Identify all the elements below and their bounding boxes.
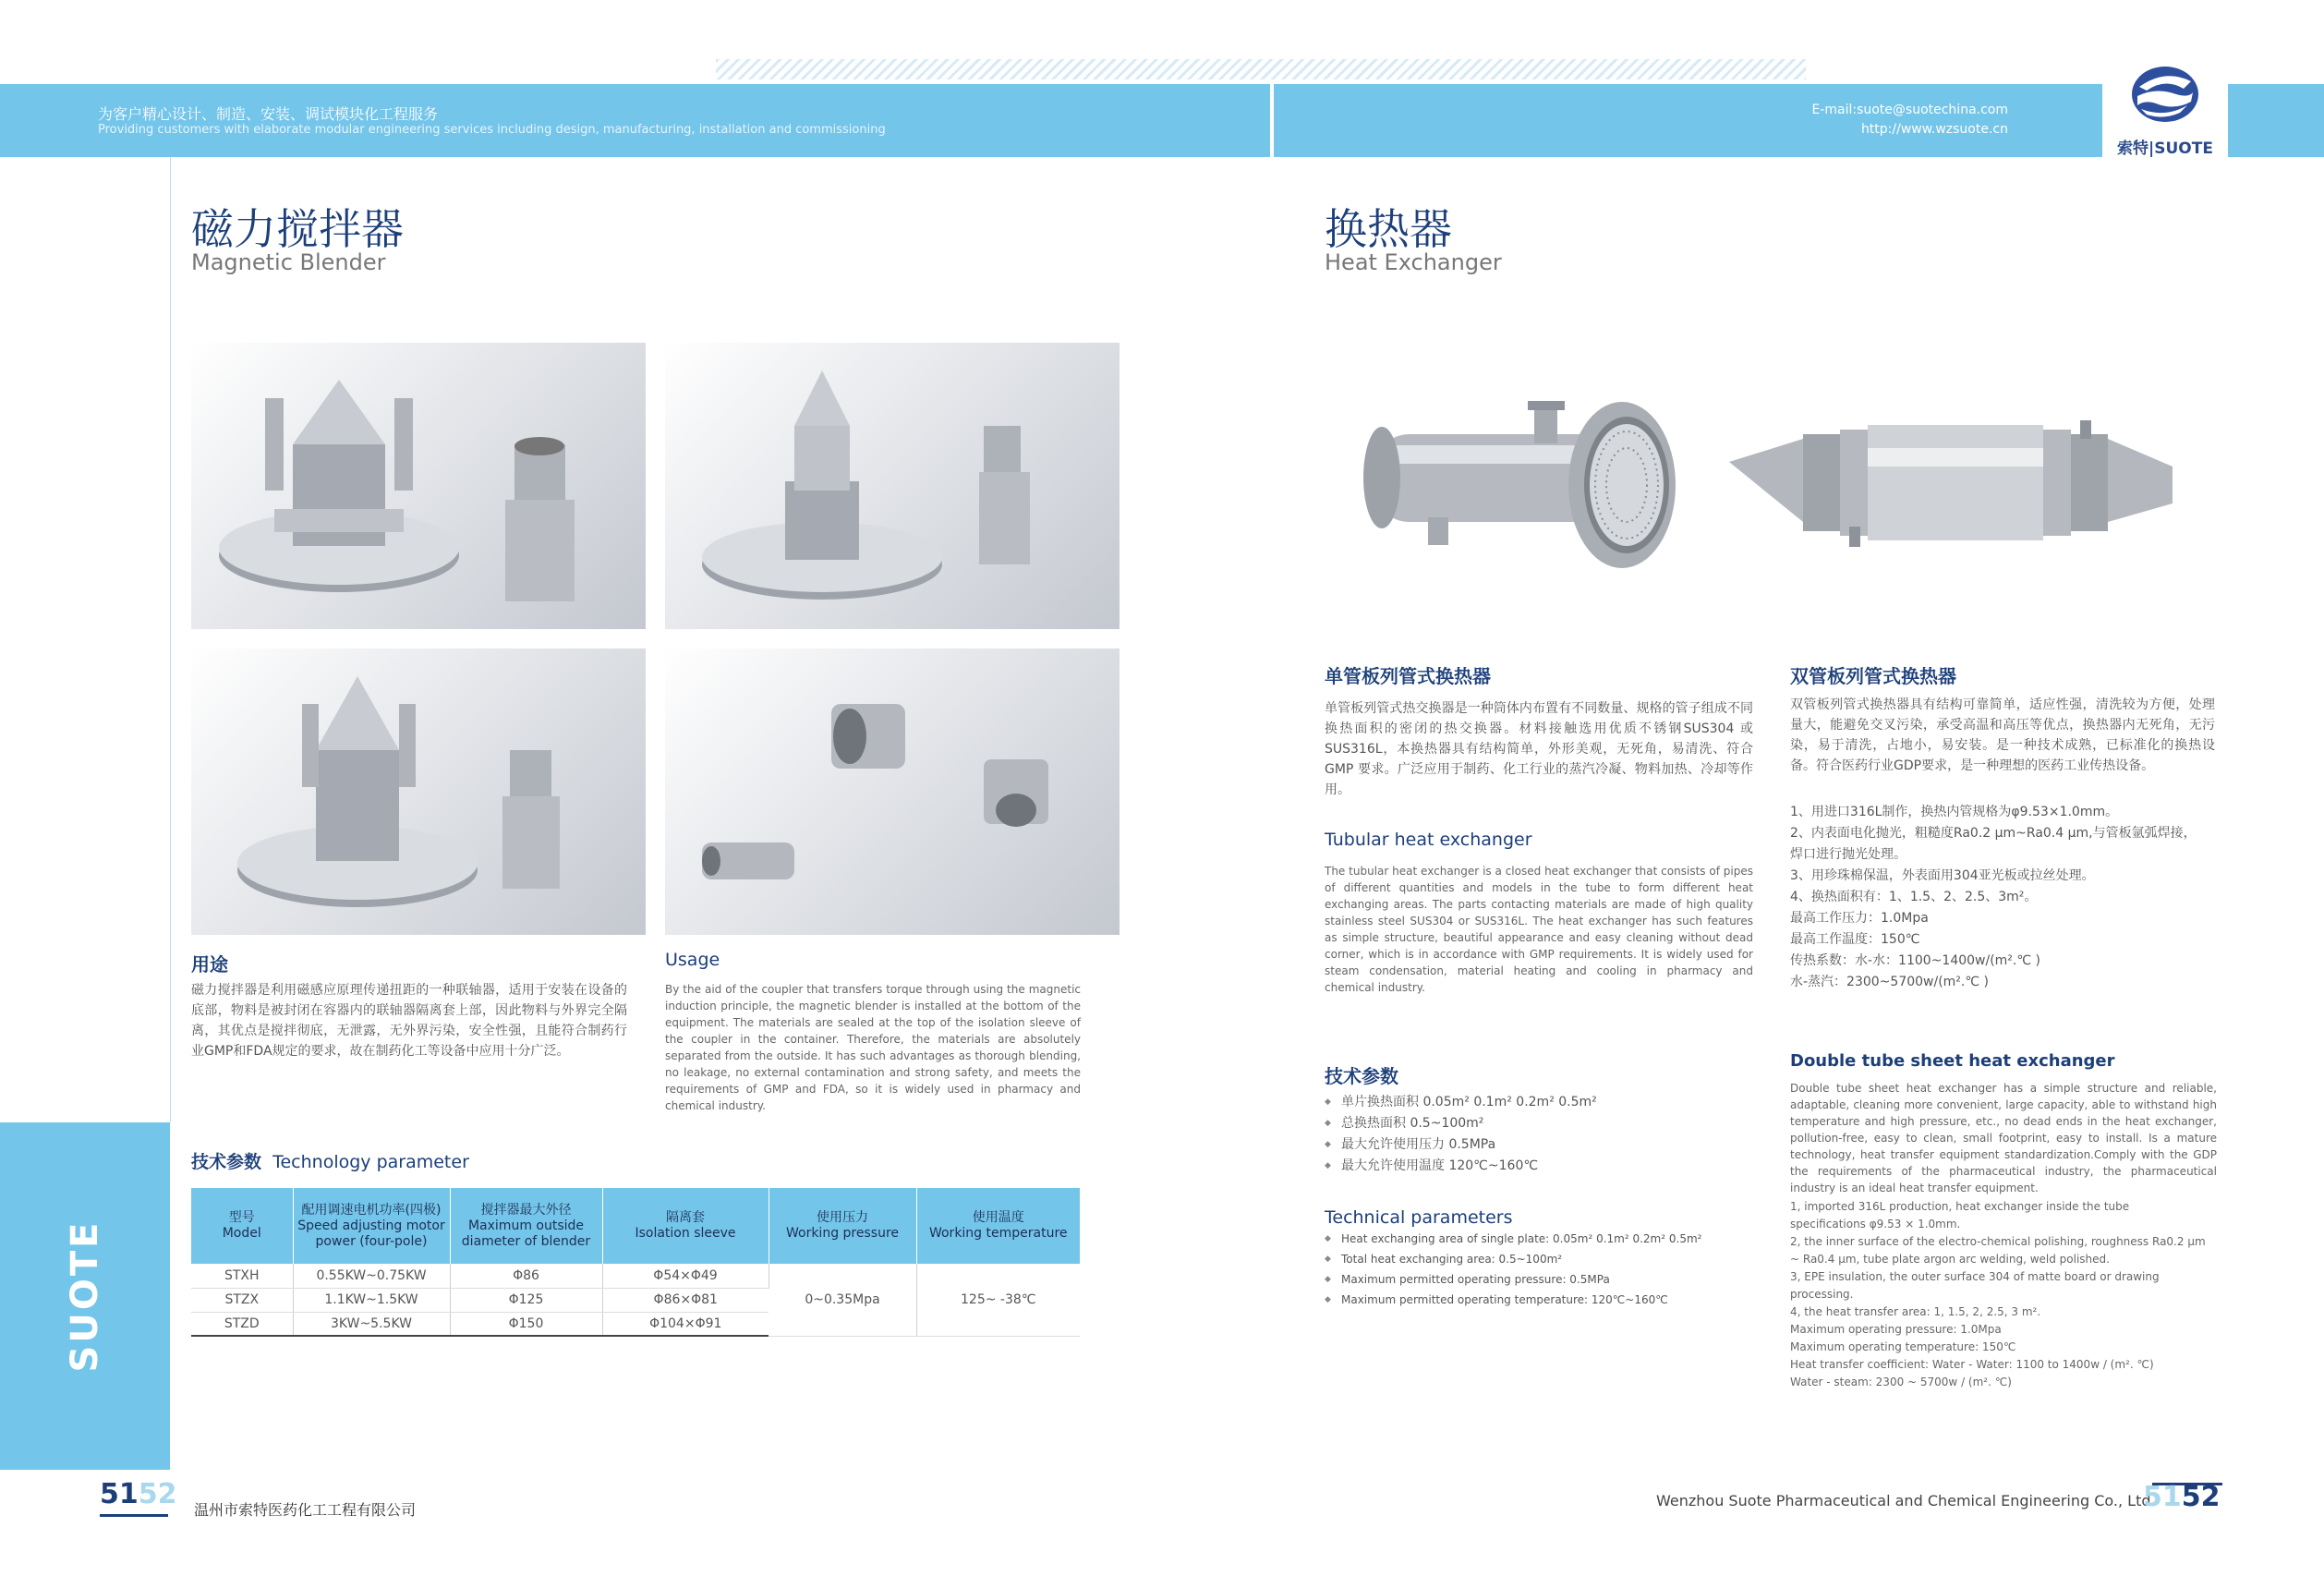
list-item: Heat transfer coefficient: Water - Water: 1100 to 1400w / (m². ℃) — [1790, 1358, 2154, 1371]
logo-text-en: SUOTE — [2154, 139, 2213, 158]
single-tech-heading-en: Technical parameters — [1325, 1207, 1513, 1228]
cell-power: 0.55KW~0.75KW — [293, 1264, 450, 1288]
list-item: Water - steam: 2300 ~ 5700w / (m². ℃) — [1790, 1376, 2012, 1388]
table-header-pressure: 使用压力 Working pressure — [769, 1188, 916, 1264]
cell-model: STZX — [191, 1288, 293, 1312]
list-item: 最高工作温度：150℃ — [1790, 932, 1920, 947]
single-tech-heading-cn: 技术参数 — [1325, 1065, 1398, 1087]
table-header-model: 型号 Model — [191, 1188, 293, 1264]
page-number-right — [2143, 1481, 2221, 1513]
list-item: 3, EPE insulation, the outer surface 304 of matte board or drawing — [1790, 1270, 2160, 1283]
page-number-52: 52 — [2181, 1481, 2221, 1513]
list-item: 传热系数：水-水：1100~1400w/(m².℃ ) — [1790, 953, 2041, 968]
list-item: ◆ 最大允许使用温度 120℃~160℃ — [1325, 1156, 1753, 1177]
blender-photo-4 — [665, 649, 1120, 935]
heat-exchanger-photo-1 — [1345, 388, 1705, 591]
list-item: ◆ Maximum permitted operating temperature: 120℃~160℃ — [1325, 1290, 1753, 1310]
page-number-51-light: 51 — [2143, 1481, 2182, 1513]
list-item: 2, the inner surface of the electro-chemical polishing, roughness Ra0.2 μm — [1790, 1235, 2206, 1248]
cell-sleeve: Φ104×Φ91 — [602, 1312, 769, 1336]
table-header-row — [191, 1188, 1080, 1264]
header-website: http://www.wzsuote.cn — [1860, 122, 2008, 137]
double-list-cn — [1790, 802, 2224, 993]
page-title-cn-right: 换热器 — [1325, 204, 1452, 254]
header-tagline-en: Providing customers with elaborate modular engineering services including design, manufacturing, installation and commissioning — [98, 123, 886, 137]
list-item: 2、内表面电化抛光，粗糙度Ra0.2 μm~Ra0.4 μm,与管板氩弧焊接， — [1790, 826, 2197, 841]
list-item: ◆ 最大允许使用压力 0.5MPa — [1325, 1134, 1753, 1156]
header-hatch-decoration — [716, 59, 1806, 79]
list-item: 焊口进行抛光处理。 — [1790, 847, 1906, 862]
blender-photo-1 — [191, 343, 646, 629]
list-item: 4, the heat transfer area: 1, 1.5, 2, 2.5, 3 m². — [1790, 1305, 2041, 1318]
sidebar-brand: SUOTE — [64, 1219, 106, 1373]
heat-exchanger-photo-2 — [1729, 420, 2228, 550]
tech-heading-cn: 技术参数 — [191, 1152, 262, 1172]
double-text-en: Double tube sheet heat exchanger has a simple structure and reliable, adaptable, cleaning more convenient, large capacity, able to withstand high temperature and high pressure, etc., no dead ends in the heat exchanger, pollution-free, easy to clean, small footprint, easy to install. Is a mature technology, heat transfer equipment standardization.Comply with the GDP the requirements of the pharmaceutical industry, the pharmaceutical industry is an ideal heat transfer equipment. — [1790, 1082, 2217, 1194]
cell-temperature: 125~ -38℃ — [916, 1264, 1080, 1336]
list-item: 最高工作压力：1.0Mpa — [1790, 911, 1929, 926]
usage-heading-cn: 用途 — [191, 953, 228, 976]
list-item: 4、换热面积有：1、1.5、2、2.5、3m²。 — [1790, 890, 2038, 904]
cell-sleeve: Φ54×Φ49 — [602, 1264, 769, 1288]
double-text-cn: 双管板列管式换热器具有结构可靠简单，适应性强，清洗较为方便，处理量大，能避免交叉污染，承受高温和高压等优点，换热器内无死角，无污染，易于清洗，占地小，易安装。是一种技术成熟，已标准化的换热设备。符合医药行业GDP要求，是一种理想的医药工业传热设备。 — [1790, 697, 2215, 773]
footer-company-cn: 温州市索特医药化工工程有限公司 — [194, 1501, 417, 1519]
double-heading-cn: 双管板列管式换热器 — [1790, 665, 1956, 687]
list-item: ~ Ra0.4 μm, tube plate argon arc welding, weld polished. — [1790, 1253, 2110, 1266]
page-number-52-light: 52 — [138, 1478, 177, 1510]
header-tagline-cn: 为客户精心设计、制造、安装、调试模块化工程服务 — [98, 105, 439, 123]
single-tech-list-en — [1325, 1229, 1753, 1310]
list-item: ◆ Heat exchanging area of single plate: 0.05m² 0.1m² 0.2m² 0.5m² — [1325, 1229, 1753, 1249]
tech-parameter-table — [191, 1188, 1080, 1337]
logo-text-cn: 索特 — [2117, 139, 2149, 158]
cell-diameter: Φ150 — [450, 1312, 602, 1336]
single-text-cn: 单管板列管式热交换器是一种筒体内布置有不同数量、规格的管子组成不同换热面积的密闭的热交换器。材料接触选用优质不锈钢SUS304 或 SUS316L，本换热器具有结构简单，外形美观，无死角，易清洗、符合 GMP 要求。广泛应用于制药、化工行业的蒸汽冷凝、物料加热、冷却等作用。 — [1325, 701, 1753, 797]
table-row — [191, 1264, 1080, 1288]
page-title-en: Magnetic Blender — [191, 249, 386, 275]
footer-company-en: Wenzhou Suote Pharmaceutical and Chemical Engineering Co., Ltd. — [1656, 1492, 2156, 1509]
tech-heading-en: Technology parameter — [272, 1152, 469, 1172]
table-header-sleeve: 隔离套 Isolation sleeve — [602, 1188, 769, 1264]
cell-model: STXH — [191, 1264, 293, 1288]
list-item: specifications φ9.53 × 1.0mm. — [1790, 1218, 1961, 1230]
list-item: ◆ 单片换热面积 0.05m² 0.1m² 0.2m² 0.5m² — [1325, 1092, 1753, 1113]
list-item: 水-蒸汽：2300~5700w/(m².℃ ) — [1790, 975, 1990, 989]
suote-logo-icon — [2119, 65, 2211, 124]
table-header-diameter: 搅拌器最大外径 Maximum outside diameter of blender — [450, 1188, 602, 1264]
single-heading-cn: 单管板列管式换热器 — [1325, 665, 1491, 687]
cell-diameter: Φ125 — [450, 1288, 602, 1312]
list-item: 3、用珍珠棉保温，外表面用304亚光板或拉丝处理。 — [1790, 868, 2095, 883]
header-band-right — [1274, 84, 2102, 157]
blender-photo-3 — [191, 649, 646, 935]
page-title-cn: 磁力搅拌器 — [191, 204, 404, 254]
footer-rule-left — [100, 1514, 168, 1517]
usage-text-cn: 磁力搅拌器是利用磁感应原理传递扭距的一种联轴器，适用于安装在设备的底部，物料是被封闭在容器内的联轴器隔离套上部，因此物料与外界完全隔离，其优点是搅拌彻底，无泄露，无外界污染，安全性强，且能符合制药行业GMP和FDA规定的要求，故在制药化工等设备中应用十分广泛。 — [191, 983, 627, 1059]
list-item: 1, imported 316L production, heat exchanger inside the tube — [1790, 1200, 2130, 1213]
single-tech-list-cn — [1325, 1092, 1753, 1177]
header-email: E-mail:suote@suotechina.com — [1811, 103, 2008, 117]
table-header-temperature: 使用温度 Working temperature — [916, 1188, 1080, 1264]
tech-heading — [191, 1148, 469, 1173]
cell-power: 1.1KW~1.5KW — [293, 1288, 450, 1312]
cell-sleeve: Φ86×Φ81 — [602, 1288, 769, 1312]
single-text-en: The tubular heat exchanger is a closed heat exchanger that consists of pipes of different quantities and models in the tube to form different heat exchanging areas. The parts contacting materials are made of high quality stainless steel SUS304 or SUS316L. The heat exchanger has such features as simple structure, beautiful appearance and easy cleaning without dead corner, which is in accordance with GMP requirements. It is widely used for steam condensation, material heating and cooling in pharmacy and chemical industry. — [1325, 865, 1753, 994]
cell-power: 3KW~5.5KW — [293, 1312, 450, 1336]
cell-diameter: Φ86 — [450, 1264, 602, 1288]
cell-pressure: 0~0.35Mpa — [769, 1264, 916, 1336]
page-number-51: 51 — [100, 1478, 139, 1510]
page-title-en-right: Heat Exchanger — [1325, 249, 1502, 275]
header-band-edge — [2228, 84, 2324, 157]
table-header-power: 配用调速电机功率(四极) Speed adjusting motor power (four-pole) — [293, 1188, 450, 1264]
single-heading-en: Tubular heat exchanger — [1325, 830, 1532, 850]
page-number-left — [100, 1478, 177, 1510]
left-divider-line — [170, 157, 171, 1122]
list-item: 1、用进口316L制作，换热内管规格为φ9.53×1.0mm。 — [1790, 805, 2119, 819]
double-list-en — [1790, 1198, 2224, 1391]
usage-heading-en: Usage — [665, 950, 720, 970]
list-item: ◆ Total heat exchanging area: 0.5~100m² — [1325, 1249, 1753, 1269]
list-item: processing. — [1790, 1288, 1854, 1301]
list-item: Maximum operating temperature: 150℃ — [1790, 1340, 2016, 1353]
list-item: Maximum operating pressure: 1.0Mpa — [1790, 1323, 2002, 1336]
usage-text-en: By the aid of the coupler that transfers torque through using the magnetic induction principle, the magnetic blender is installed at the bottom of the equipment. The materials are sealed at the top of the isolation sleeve of the coupler in the container. Therefore, the materials are absolutely separated from the outside. It has such advantages as thorough blending, no leakage, no external contamination and strong safety, and meets the requirements of GMP and FDA, so it is widely used in pharmacy and chemical industry. — [665, 983, 1081, 1112]
blender-photo-2 — [665, 343, 1120, 629]
list-item: ◆ Maximum permitted operating pressure: 0.5MPa — [1325, 1269, 1753, 1290]
cell-model: STZD — [191, 1312, 293, 1336]
list-item: ◆ 总换热面积 0.5~100m² — [1325, 1113, 1753, 1134]
double-heading-en: Double tube sheet heat exchanger — [1790, 1051, 2115, 1071]
suote-logo: 索特|SUOTE — [2108, 65, 2222, 163]
